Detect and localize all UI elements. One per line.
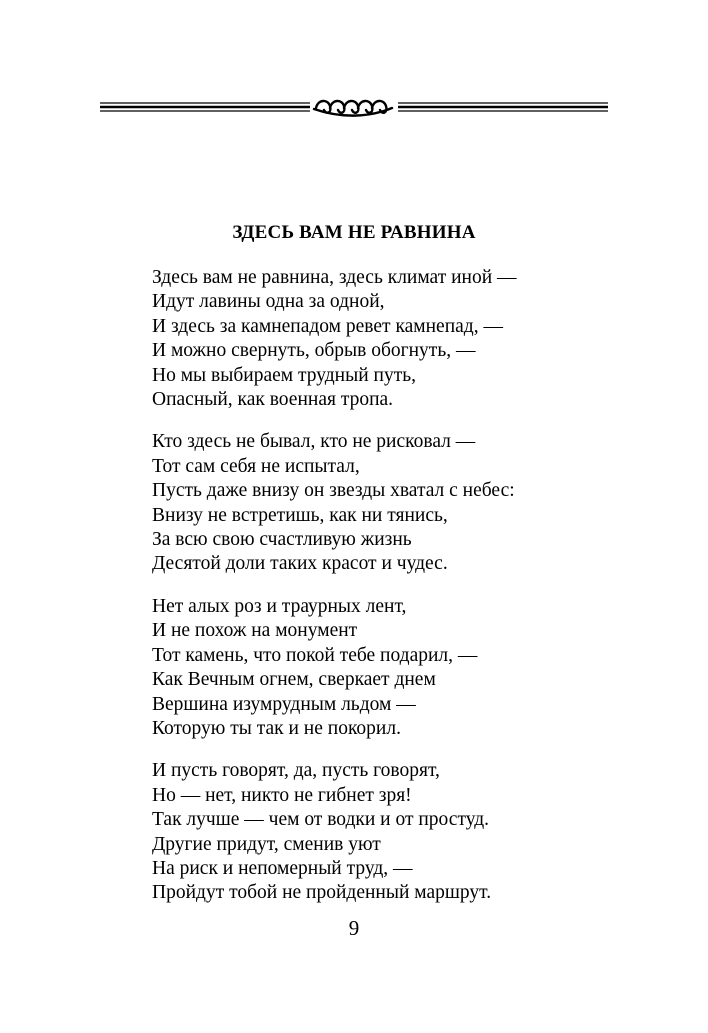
stanza-3 <box>152 595 672 741</box>
poem-line: Но — нет, никто не гибнет зря! <box>152 784 412 806</box>
poem-line: Пусть даже внизу он звезды хватал с небес: <box>152 480 515 502</box>
poem-line: Тот камень, что покой тебе подарил, — <box>152 644 478 666</box>
poem-line: И здесь за камнепадом ревет камнепад, — <box>152 315 503 337</box>
poem-line: И не похож на монумент <box>152 620 358 642</box>
poem-body <box>152 266 672 924</box>
poem-line: Десятой доли таких красот и чудес. <box>152 553 448 575</box>
poem-line: Нет алых роз и траурных лент, <box>152 595 407 617</box>
poem-line: Внизу не встретишь, как ни тянись, <box>152 504 448 526</box>
stanza-4 <box>152 759 672 905</box>
poem-line: Которую ты так и не покорил. <box>152 717 401 739</box>
poem-line: На риск и непомерный труд, — <box>152 857 413 879</box>
page-number: 9 <box>348 916 360 940</box>
poem-line: И можно свернуть, обрыв обогнуть, — <box>152 340 476 362</box>
poem-line: Но мы выбираем трудный путь, <box>152 364 416 386</box>
poem-title: ЗДЕСЬ ВАМ НЕ РАВНИНА <box>232 222 476 243</box>
poem-line: За всю свою счастливую жизнь <box>152 529 412 551</box>
poem-line: Здесь вам не равнина, здесь климат иной — <box>152 267 517 288</box>
poem-line: Кто здесь не бывал, кто не рисковал — <box>152 431 476 453</box>
poem-line: Вершина изумрудным льдом — <box>152 693 416 715</box>
stanza-1 <box>152 266 672 412</box>
poem-line: Пройдут тобой не пройденный маршрут. <box>152 882 492 904</box>
poem-line: Так лучше — чем от водки и от простуд. <box>152 809 490 831</box>
poem-line: Идут лавины одна за одной, <box>152 291 385 313</box>
poem-line: Другие придут, сменив уют <box>152 833 381 855</box>
poem-line: Опасный, как военная тропа. <box>152 389 394 411</box>
poem-line: Как Вечным огнем, сверкает днем <box>152 669 436 691</box>
poem-line: И пусть говорят, да, пусть говорят, <box>152 760 440 782</box>
poem-line: Тот сам себя не испытал, <box>152 455 360 477</box>
stanza-2 <box>152 430 672 576</box>
header-ornament-icon <box>100 96 608 120</box>
